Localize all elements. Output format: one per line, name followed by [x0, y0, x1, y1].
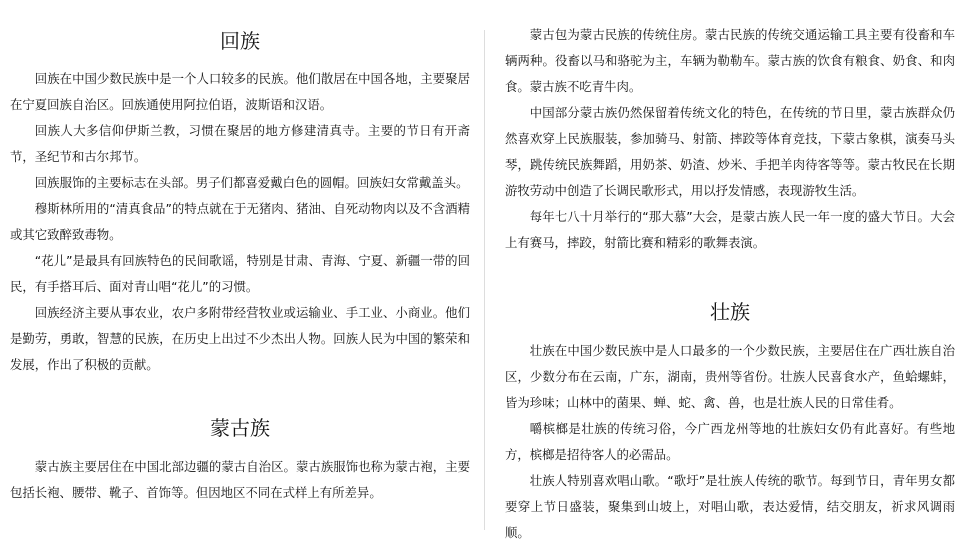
zhuang-paragraph-2: 嚼槟榔是壮族的传统习俗，今广西龙州等地的壮族妇女仍有此喜好。有些地方，槟榔是招待客人的必需品。 [505, 421, 955, 462]
hui-paragraph-3: 回族服饰的主要标志在头部。男子们都喜爱戴白色的圆帽。回族妇女常戴盖头。 [34, 175, 469, 190]
hui-paragraph-1: 回族在中国少数民族中是一个人口较多的民族。他们散居在中国各地，主要聚居在宁夏回族自治区。回族通使用阿拉伯语，波斯语和汉语。 [10, 71, 470, 112]
right-column [505, 0, 955, 546]
section-title-mongol: 蒙古族 [210, 416, 270, 440]
left-column [10, 0, 470, 506]
section-title-zhuang: 壮族 [710, 300, 750, 324]
column-divider [484, 30, 485, 530]
section-title-hui: 回族 [220, 29, 260, 53]
mongol-paragraph-2: 蒙古包为蒙古民族的传统住房。蒙古民族的传统交通运输工具主要有役畜和车辆两种。役畜以马和骆驼为主，车辆为勒勒车。蒙古族的饮食有粮食、奶食、和肉食。蒙古族不吃青牛肉。 [505, 27, 955, 94]
mongol-paragraph-3: 中国部分蒙古族仍然保留着传统文化的特色，在传统的节日里，蒙古族群众仍然喜欢穿上民族服装，参加骑马、射箭、摔跤等体育竞技，下蒙古象棋，演奏马头琴，跳传统民族舞蹈，用奶茶、奶渣、炒米、手把羊肉待客等等。蒙古牧民在长期游牧劳动中创造了长调民歌形式，用以抒发情感，表现游牧生活。 [505, 105, 955, 198]
mongol-paragraph-4: 每年七八十月举行的“那大慕”大会，是蒙古族人民一年一度的盛大节日。大会上有赛马，摔跤，射箭比赛和精彩的歌舞表演。 [505, 209, 955, 250]
hui-paragraph-4: 穆斯林所用的“清真食品”的特点就在于无猪肉、猪油、自死动物肉以及不含酒精或其它致醉致毒物。 [10, 201, 470, 242]
hui-paragraph-5: “花儿”是最具有回族特色的民间歌谣，特别是甘肃、青海、宁夏、新疆一带的回民，有手搭耳后、面对青山唱“花儿”的习惯。 [10, 253, 470, 294]
hui-paragraph-2: 回族人大多信仰伊斯兰教，习惯在聚居的地方修建清真寺。主要的节日有开斋节，圣纪节和古尔邦节。 [10, 123, 470, 164]
zhuang-paragraph-1: 壮族在中国少数民族中是人口最多的一个少数民族，主要居住在广西壮族自治区，少数分布在云南，广东，湖南，贵州等省份。壮族人民喜食水产，鱼蛤螺蚌，皆为珍味；山林中的菌果、蝉、蛇、禽、兽，也是壮族人民的日常佳肴。 [505, 343, 955, 410]
zhuang-paragraph-3: 壮族人特别喜欢唱山歌。“歌圩”是壮族人传统的歌节。每到节日，青年男女都要穿上节日盛装，聚集到山坡上，对唱山歌，表达爱情，结交朋友，祈求风调雨顺。 [505, 473, 955, 540]
hui-paragraph-6: 回族经济主要从事农业，农户多附带经营牧业或运输业、手工业、小商业。他们是勤劳，勇敢，智慧的民族，在历史上出过不少杰出人物。回族人民为中国的繁荣和发展，作出了积极的贡献。 [10, 305, 470, 372]
mongol-paragraph-1: 蒙古族主要居住在中国北部边疆的蒙古自治区。蒙古族服饰也称为蒙古袍，主要包括长袍、腰带、靴子、首饰等。但因地区不同在式样上有所差异。 [10, 459, 470, 500]
